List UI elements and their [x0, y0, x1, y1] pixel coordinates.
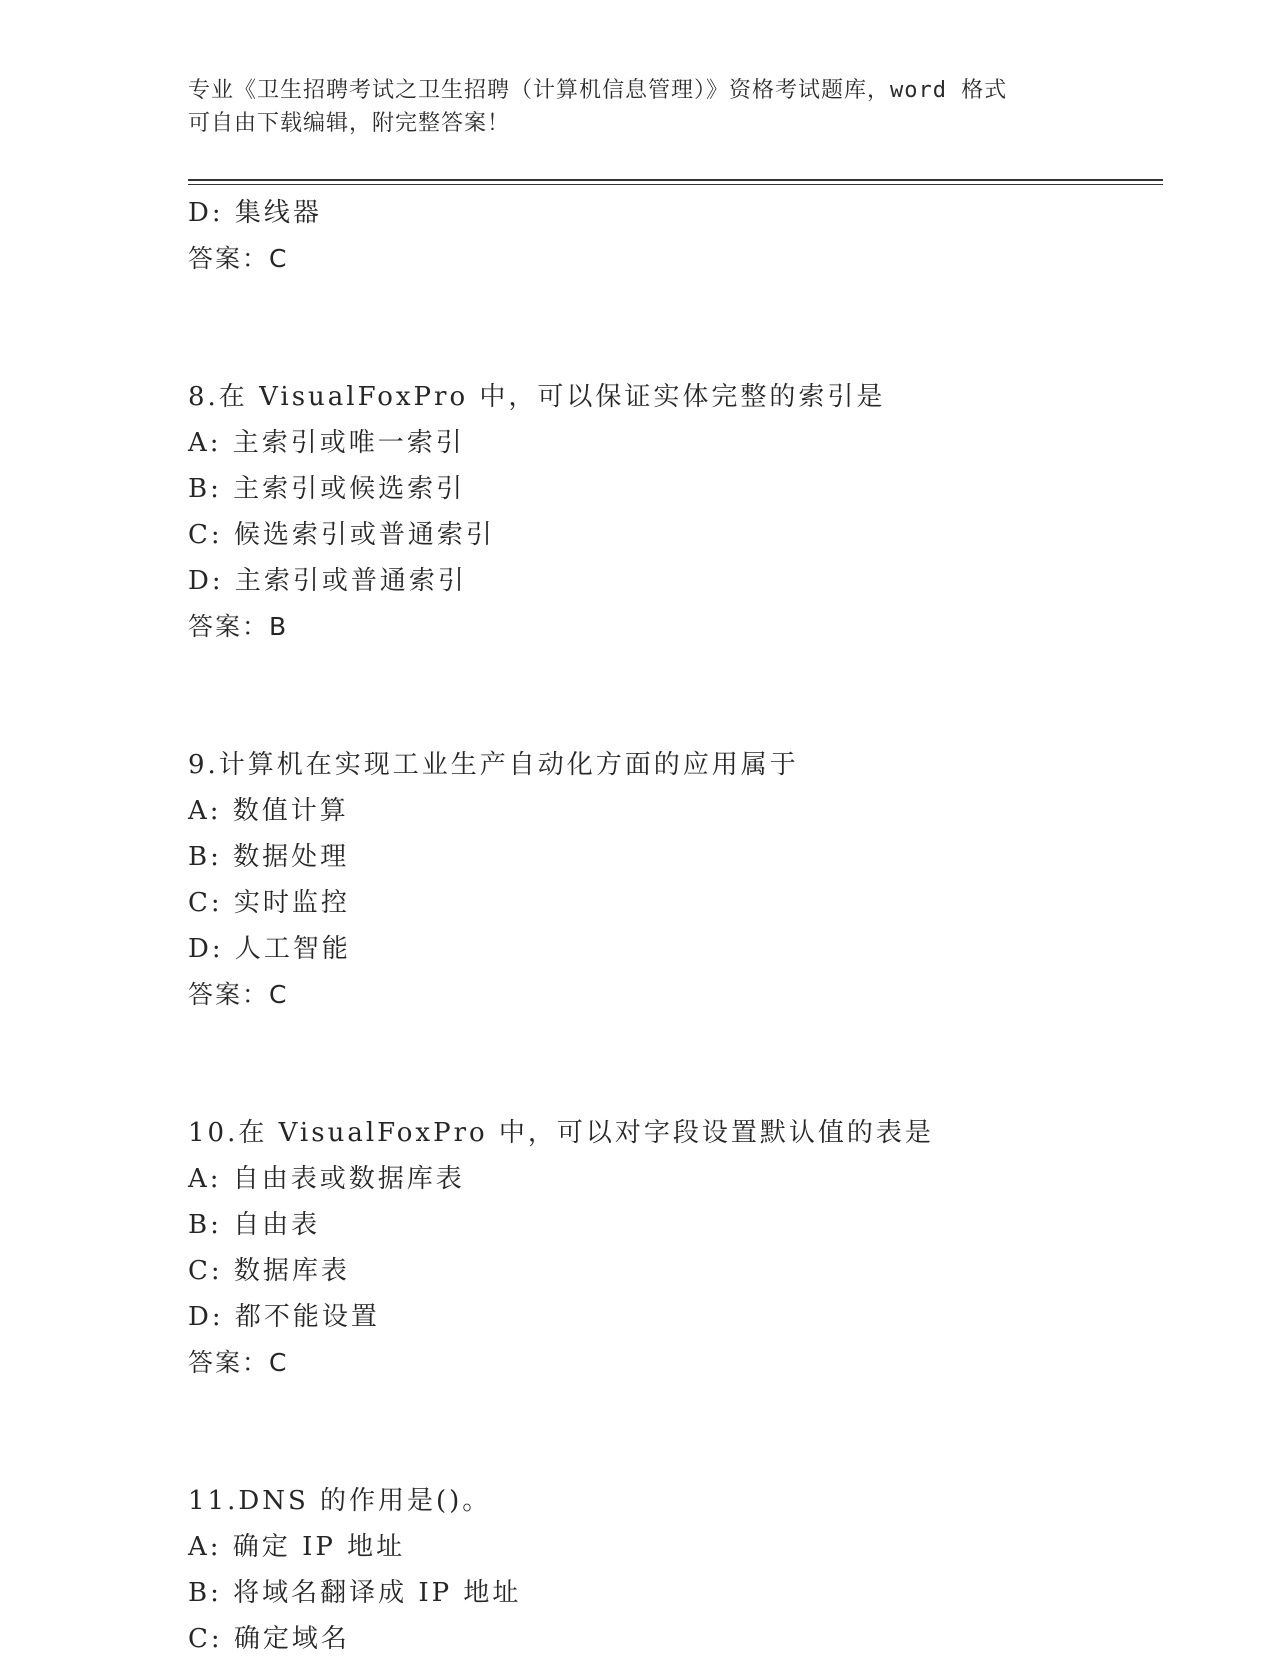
option-b: B: 数据处理 [188, 842, 350, 872]
option-d: D: 主索引或普通索引 [188, 566, 467, 596]
question-text: 11.DNS 的作用是()。 [188, 1486, 492, 1516]
option-d: D: 人工智能 [188, 934, 351, 964]
question-text: 8.在 VisualFoxPro 中，可以保证实体完整的索引是 [188, 382, 886, 412]
question-block-10 [188, 1110, 1163, 1386]
answer: 答案：C [188, 244, 289, 273]
header-rule-bottom [188, 184, 1163, 185]
option-b: B: 将域名翻译成 IP 地址 [188, 1578, 522, 1608]
option-a: A: 确定 IP 地址 [188, 1532, 406, 1562]
option-c: C: 确定域名 [188, 1624, 350, 1654]
answer: 答案：C [188, 980, 289, 1009]
option-c: C: 实时监控 [188, 888, 350, 918]
option-a: A: 数值计算 [188, 796, 349, 826]
option-d: D: 集线器 [188, 198, 322, 228]
question-text: 9.计算机在实现工业生产自动化方面的应用属于 [188, 750, 799, 780]
document-header [188, 74, 1068, 140]
question-list [188, 190, 1163, 1662]
question-block-8 [188, 374, 1163, 650]
header-line-1: 专业《卫生招聘考试之卫生招聘（计算机信息管理）》资格考试题库，word 格式 [188, 78, 1008, 103]
option-b: B: 主索引或候选索引 [188, 474, 466, 504]
header-rule-top [188, 179, 1163, 181]
question-text: 10.在 VisualFoxPro 中，可以对字段设置默认值的表是 [188, 1118, 934, 1148]
question-block-11 [188, 1478, 1163, 1662]
option-a: A: 主索引或唯一索引 [188, 428, 465, 458]
question-block-prev [188, 190, 1163, 282]
answer: 答案：B [188, 612, 289, 641]
option-b: B: 自由表 [188, 1210, 321, 1240]
answer: 答案：C [188, 1348, 289, 1377]
header-line-2: 可自由下载编辑，附完整答案！ [188, 111, 511, 136]
option-c: C: 数据库表 [188, 1256, 350, 1286]
option-d: D: 都不能设置 [188, 1302, 380, 1332]
option-a: A: 自由表或数据库表 [188, 1164, 465, 1194]
option-c: C: 候选索引或普通索引 [188, 520, 495, 550]
question-block-9 [188, 742, 1163, 1018]
